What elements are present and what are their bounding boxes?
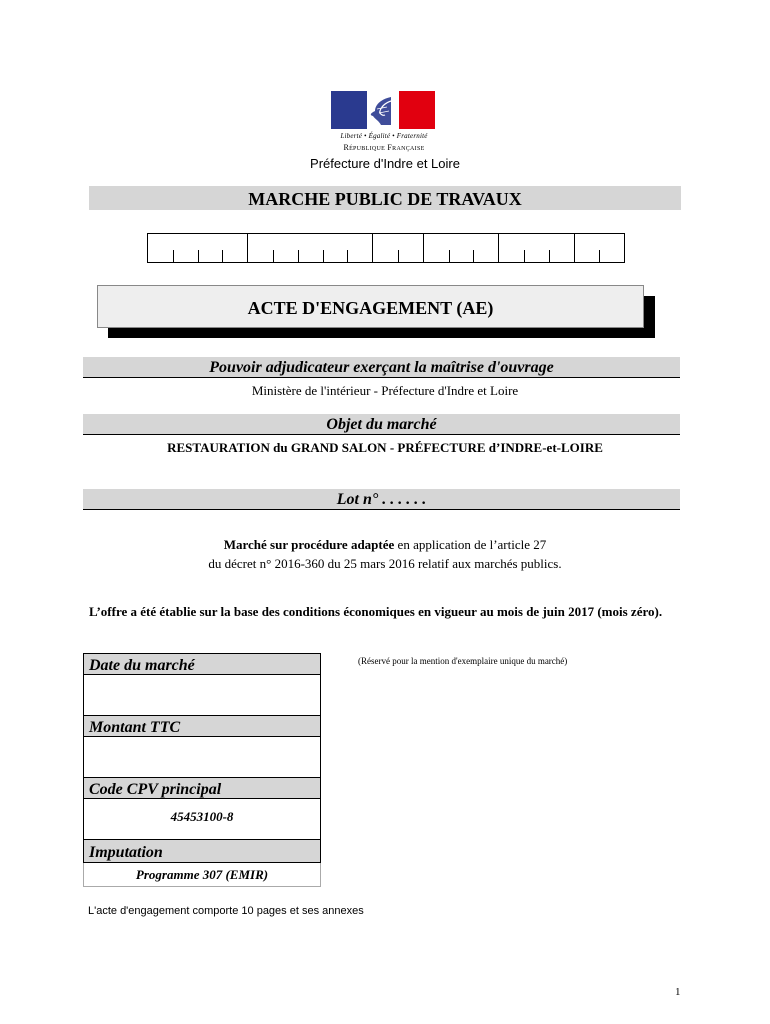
pouvoir-text: Ministère de l'intérieur - Préfecture d'Indre et Loire	[251, 383, 519, 398]
procedure-rest: en application de l’article 27	[394, 537, 547, 552]
imputation-value: Programme 307 (EMIR)	[83, 863, 321, 887]
procedure-line-1	[0, 537, 770, 553]
procedure-line-2: du décret n° 2016-360 du 25 mars 2016 relatif aux marchés publics.	[208, 556, 562, 571]
objet-heading: Objet du marché	[83, 414, 680, 435]
page-number: 1	[675, 986, 681, 998]
lot-heading: Lot n° . . . . . .	[83, 489, 680, 510]
montant-value-cell	[83, 737, 321, 777]
pouvoir-heading: Pouvoir adjudicateur exerçant la maîtrise d'ouvrage	[83, 357, 680, 378]
document-title: MARCHE PUBLIC DE TRAVAUX	[89, 186, 681, 210]
cpv-label: Code CPV principal	[83, 777, 321, 799]
republic-name: République Française	[343, 143, 425, 152]
republique-logo	[331, 91, 437, 152]
french-flag-icon	[331, 91, 435, 129]
reserved-note: (Réservé pour la mention d'exemplaire unique du marché)	[358, 656, 568, 666]
objet-text: RESTAURATION du GRAND SALON - PRÉFECTURE d’INDRE-et-LOIRE	[167, 440, 603, 455]
cpv-value: 45453100-8	[83, 799, 321, 839]
market-number-boxes	[147, 233, 625, 263]
market-info-table	[83, 653, 321, 887]
ae-title: ACTE D'ENGAGEMENT (AE)	[97, 285, 644, 328]
date-value-cell	[83, 675, 321, 715]
offre-statement: L’offre a été établie sur la base des conditions économiques en vigueur au mois de juin 2017 (mois zéro).	[89, 604, 663, 619]
prefecture-heading: Préfecture d'Indre et Loire	[310, 156, 460, 171]
montant-label: Montant TTC	[83, 715, 321, 737]
date-label: Date du marché	[83, 653, 321, 675]
imputation-label: Imputation	[83, 839, 321, 863]
marianne-profile-icon	[361, 95, 405, 127]
procedure-bold: Marché sur procédure adaptée	[223, 537, 395, 552]
republic-motto: Liberté • Égalité • Fraternité	[340, 132, 428, 140]
pages-note: L'acte d'engagement comporte 10 pages et ses annexes	[88, 905, 364, 917]
